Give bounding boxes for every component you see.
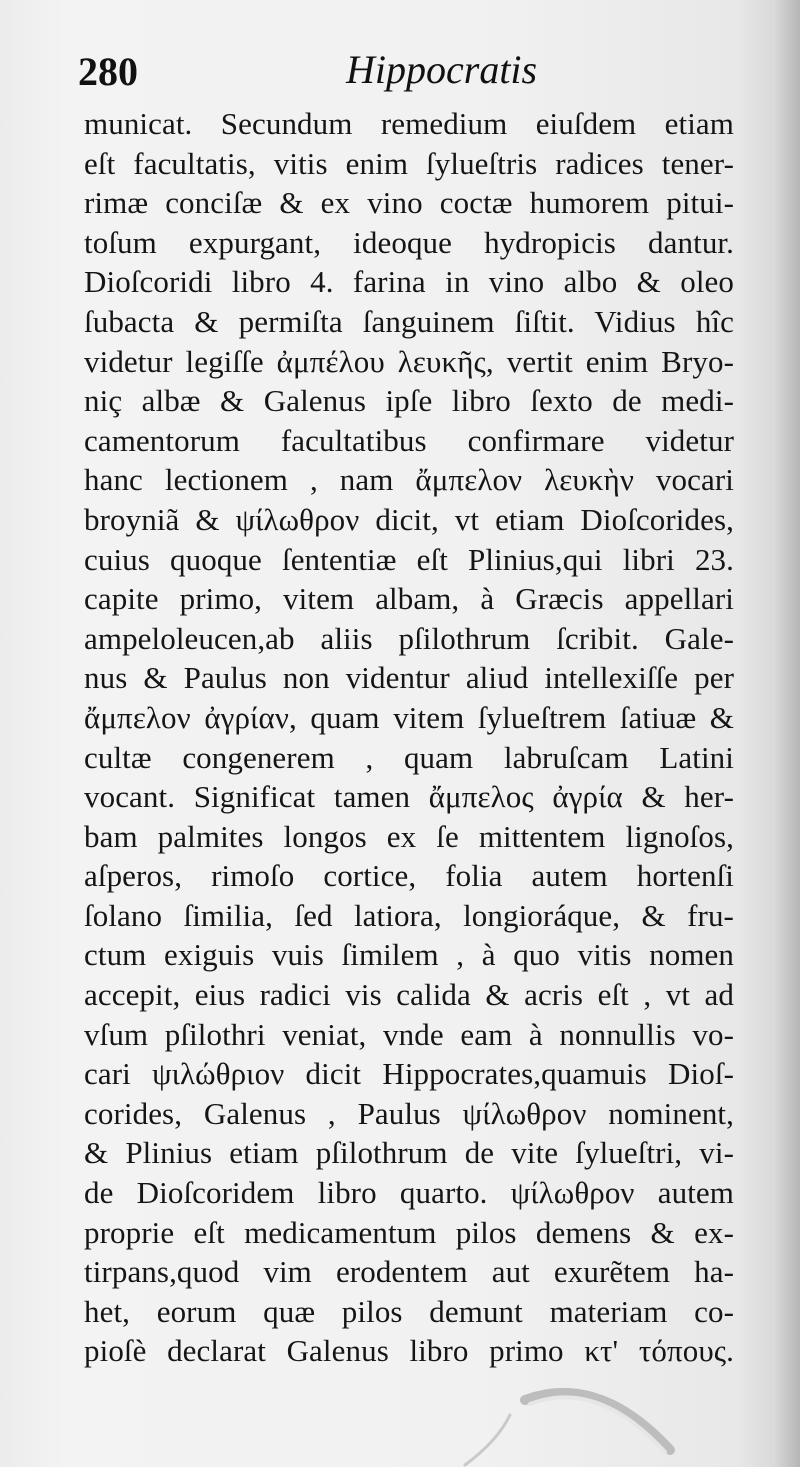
text-line: hanc lectionem , nam ἄμπελον λευκὴν vocari — [84, 462, 734, 498]
text-line: niç albæ & Galenus ipſe libro ſexto de medi- — [84, 383, 734, 419]
text-line: bam palmites longos ex ſe mittentem lignoſos, — [84, 818, 734, 854]
text-line: rimæ conciſæ & ex vino coctæ humorem pitui- — [84, 185, 734, 221]
text-line: eſt facultatis, vitis enim ſylueſtris radices tener- — [84, 145, 734, 181]
text-line: cari ψιλώθριον dicit Hippocrates,quamuis Dioſ- — [84, 1056, 734, 1092]
running-head: Hippocratis — [346, 47, 538, 92]
body-text — [84, 104, 734, 1371]
text-line: municat. Secundum remedium eiuſdem etiam — [84, 106, 734, 141]
text-line: toſum expurgant, ideoque hydropicis dantur. — [84, 224, 734, 260]
text-line: aſperos, rimoſo cortice, folia autem hortenſi — [84, 858, 734, 894]
text-line: ſubacta & permiſta ſanguinem ſiſtit. Vidius hîc — [84, 303, 734, 339]
page-header — [78, 40, 738, 102]
page-number: 280 — [78, 49, 138, 94]
text-line: ſolano ſimilia, ſed latiora, longioráque, & fru- — [84, 897, 734, 933]
text-line: cuius quoque ſententiæ eſt Plinius,qui libri 23. — [84, 541, 734, 577]
text-line: & Plinius etiam pſilothrum de vite ſylueſtri, vi- — [84, 1135, 734, 1171]
text-line: nus & Paulus non videntur aliud intellexiſſe per — [84, 660, 734, 696]
text-line: de Dioſcoridem libro quarto. ψίλωθρον autem — [84, 1175, 734, 1211]
text-line: cultæ congenerem , quam labruſcam Latini — [84, 739, 734, 775]
text-line: ἄμπελον ἀγρίαν, quam vitem ſylueſtrem ſatiuæ & — [84, 699, 734, 735]
text-line: proprie eſt medicamentum pilos demens & ex- — [84, 1214, 734, 1250]
text-line: Dioſcoridi libro 4. farina in vino albo & oleo — [84, 264, 734, 300]
text-line: broyniã & ψίλωθρον dicit, vt etiam Dioſcorides, — [84, 501, 734, 537]
text-line: capite primo, vitem albam, à Græcis appellari — [84, 581, 734, 617]
text-line: ampeloleucen,ab aliis pſilothrum ſcribit. Gale- — [84, 620, 734, 656]
text-line: pioſè declarat Galenus libro primo κτ' τόπους. — [84, 1333, 734, 1369]
text-line: vſum pſilothri veniat, vnde eam à nonnullis vo- — [84, 1016, 734, 1052]
text-line: ctum exiguis vuis ſimilem , à quo vitis nomen — [84, 937, 734, 973]
text-line: het, eorum quæ pilos demunt materiam co- — [84, 1293, 734, 1329]
text-line: corides, Galenus , Paulus ψίλωθρον nominent, — [84, 1095, 734, 1131]
text-line: videtur legiſſe ἀμπέλου λευκῆς, vertit enim Bryo- — [84, 343, 734, 379]
ink-stroke-mark — [455, 1380, 695, 1467]
text-line: vocant. Significat tamen ἄμπελος ἀγρία & her- — [84, 779, 734, 815]
text-line: accepit, eius radici vis calida & acris eſt , vt ad — [84, 977, 734, 1013]
text-line: camentorum facultatibus confirmare videtur — [84, 422, 734, 458]
text-line: tirpans,quod vim erodentem aut exurẽtem ha- — [84, 1254, 734, 1290]
